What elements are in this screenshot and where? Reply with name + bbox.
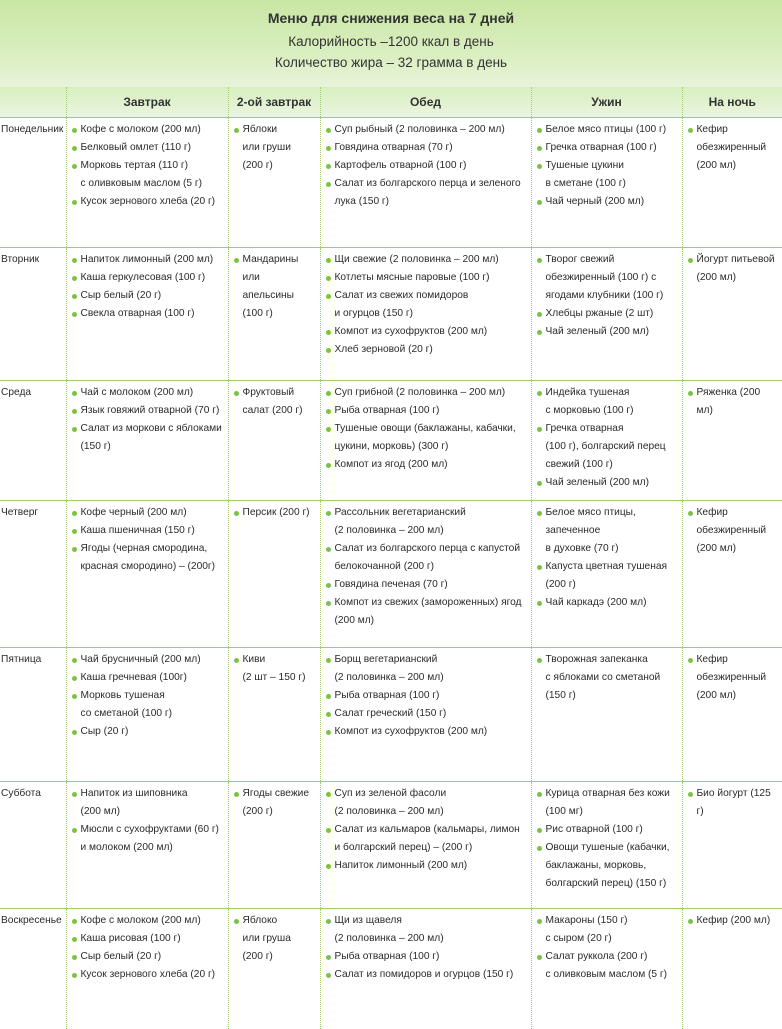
meal-item-text: Салат греческий (150 г) bbox=[334, 708, 447, 719]
meal-item bbox=[536, 821, 678, 839]
meal-item-text: Йогурт питьевой (200 мл) bbox=[696, 254, 775, 283]
meal-item-text: Рыба отварная (100 г) bbox=[334, 951, 440, 962]
meal-item-text: Рыба отварная (100 г) bbox=[334, 690, 440, 701]
meal-item bbox=[536, 785, 678, 821]
meal-item bbox=[536, 839, 678, 893]
meal-item-text: Компот из сухофруктов (200 мл) bbox=[334, 326, 488, 337]
meal-item-text: Сыр (20 г) bbox=[80, 726, 129, 737]
day-name: Суббота bbox=[0, 782, 66, 909]
meal-list bbox=[233, 785, 316, 821]
meal-item bbox=[325, 384, 527, 402]
meal-list bbox=[71, 651, 224, 741]
meal-item bbox=[71, 193, 224, 211]
meal-item-text: Салат из помидоров и огурцов (150 г) bbox=[334, 969, 514, 980]
meal-item bbox=[536, 251, 678, 305]
meal-list bbox=[325, 384, 527, 474]
meal-item-text: Сыр белый (20 г) bbox=[80, 290, 162, 301]
meal-item-text: Каша гречневая (100г) bbox=[80, 672, 187, 683]
meal-item-text: Котлеты мясные паровые (100 г) bbox=[334, 272, 490, 283]
meal-cell-breakfast bbox=[66, 909, 228, 1029]
meal-item-text: Чай с молоком (200 мл) bbox=[80, 387, 194, 398]
meal-item bbox=[687, 504, 779, 558]
meal-list bbox=[687, 912, 779, 930]
meal-item-text: Яблоки или груши (200 г) bbox=[242, 124, 291, 171]
meal-item bbox=[71, 384, 224, 402]
meal-item bbox=[325, 594, 527, 630]
meal-list bbox=[325, 121, 527, 211]
meal-list bbox=[233, 504, 316, 522]
meal-item-text: Кусок зернового хлеба (20 г) bbox=[80, 969, 216, 980]
meal-item bbox=[325, 121, 527, 139]
fat-line: Количество жира – 32 грамма в день bbox=[274, 55, 508, 70]
meal-item bbox=[233, 912, 316, 966]
day-name: Среда bbox=[0, 381, 66, 501]
page-header bbox=[0, 0, 782, 88]
meal-list bbox=[71, 785, 224, 857]
meal-item bbox=[536, 948, 678, 984]
meal-item-text: Кефир (200 мл) bbox=[696, 915, 771, 926]
meal-item bbox=[71, 269, 224, 287]
meal-item bbox=[325, 651, 527, 687]
meal-item-text: Курица отварная без кожи (100 мг) bbox=[545, 788, 670, 817]
meal-list bbox=[233, 121, 316, 175]
day-row bbox=[0, 381, 782, 501]
day-row bbox=[0, 501, 782, 648]
meal-item bbox=[71, 522, 224, 540]
meal-item bbox=[325, 966, 527, 984]
meal-item bbox=[71, 540, 224, 576]
column-header-dinner: Ужин bbox=[531, 87, 682, 118]
meal-item bbox=[325, 504, 527, 540]
meal-item bbox=[536, 193, 678, 211]
meal-list bbox=[536, 785, 678, 893]
meal-cell-night bbox=[682, 118, 782, 248]
meal-item bbox=[536, 558, 678, 594]
meal-item-text: Кефир обезжиренный (200 мл) bbox=[696, 654, 767, 701]
meal-item bbox=[233, 384, 316, 420]
meal-cell-breakfast bbox=[66, 501, 228, 648]
meal-item-text: Чай каркадэ (200 мл) bbox=[545, 597, 647, 608]
meal-item-text: Салат из болгарского перца с капустой белокочанной (200 г) bbox=[334, 543, 521, 572]
meal-list bbox=[325, 651, 527, 741]
meal-item-text: Хлебцы ржаные (2 шт) bbox=[545, 308, 654, 319]
day-row bbox=[0, 909, 782, 1029]
column-header-breakfast: Завтрак bbox=[66, 87, 228, 118]
meal-list bbox=[536, 121, 678, 211]
meal-item bbox=[687, 384, 779, 420]
meal-item bbox=[325, 821, 527, 857]
meal-item bbox=[71, 821, 224, 857]
meal-item-text: Ягоды свежие (200 г) bbox=[242, 788, 310, 817]
meal-cell-dinner bbox=[531, 909, 682, 1029]
meal-item-text: Кефир обезжиренный (200 мл) bbox=[696, 124, 767, 171]
meal-item-text: Био йогурт (125 г) bbox=[696, 788, 771, 817]
meal-item-text: Чай зеленый (200 мл) bbox=[545, 477, 650, 488]
meal-cell-night bbox=[682, 909, 782, 1029]
meal-item-text: Тушеные овощи (баклажаны, кабачки, цукини, морковь) (300 г) bbox=[334, 423, 516, 452]
meal-item-text: Творожная запеканка с яблоками со сметаной (150 г) bbox=[545, 654, 661, 701]
calories-line: Калорийность –1200 ккал в день bbox=[288, 34, 494, 49]
meal-item-text: Салат из моркови с яблоками (150 г) bbox=[80, 423, 222, 452]
page-title: Меню для снижения веса на 7 дней bbox=[267, 10, 515, 26]
meal-item bbox=[325, 251, 527, 269]
meal-item bbox=[687, 785, 779, 821]
meal-item-text: Кофе с молоком (200 мл) bbox=[80, 124, 201, 135]
meal-item-text: Щи свежие (2 половинка – 200 мл) bbox=[334, 254, 499, 265]
meal-cell-second bbox=[228, 648, 320, 782]
meal-item bbox=[325, 157, 527, 175]
meal-item bbox=[687, 121, 779, 175]
meal-item-text: Кусок зернового хлеба (20 г) bbox=[80, 196, 216, 207]
meal-item-text: Морковь тушеная со сметаной (100 г) bbox=[80, 690, 172, 719]
meal-list bbox=[325, 504, 527, 630]
meal-cell-lunch bbox=[320, 648, 531, 782]
meal-item bbox=[325, 323, 527, 341]
meal-cell-breakfast bbox=[66, 782, 228, 909]
column-header-day bbox=[0, 87, 66, 118]
meal-item-text: Компот из сухофруктов (200 мл) bbox=[334, 726, 488, 737]
meal-list bbox=[536, 504, 678, 612]
meal-cell-dinner bbox=[531, 381, 682, 501]
meal-item bbox=[233, 785, 316, 821]
meal-list bbox=[687, 251, 779, 287]
meal-item-text: Каша рисовая (100 г) bbox=[80, 933, 181, 944]
meal-cell-night bbox=[682, 501, 782, 648]
meal-list bbox=[536, 651, 678, 705]
meal-item bbox=[536, 139, 678, 157]
meal-cell-night bbox=[682, 381, 782, 501]
meal-list bbox=[325, 912, 527, 984]
meal-item-text: Кофе черный (200 мл) bbox=[80, 507, 187, 518]
meal-cell-dinner bbox=[531, 248, 682, 381]
column-header-lunch: Обед bbox=[320, 87, 531, 118]
meal-list bbox=[687, 504, 779, 558]
meal-item bbox=[71, 785, 224, 821]
meal-item bbox=[233, 504, 316, 522]
meal-item bbox=[71, 669, 224, 687]
meal-cell-second bbox=[228, 248, 320, 381]
column-header-night: На ночь bbox=[682, 87, 782, 118]
meal-item bbox=[71, 930, 224, 948]
meal-item-text: Напиток лимонный (200 мл) bbox=[334, 860, 468, 871]
meal-item-text: Мюсли с сухофруктами (60 г) и молоком (200 мл) bbox=[80, 824, 219, 853]
meal-item-text: Белое мясо птицы (100 г) bbox=[545, 124, 667, 135]
meal-list bbox=[536, 912, 678, 984]
meal-item bbox=[536, 121, 678, 139]
meal-cell-breakfast bbox=[66, 118, 228, 248]
meal-list bbox=[536, 384, 678, 492]
meal-cell-lunch bbox=[320, 501, 531, 648]
meal-item-text: Рассольник вегетарианский (2 половинка – 200 мл) bbox=[334, 507, 466, 536]
meal-cell-dinner bbox=[531, 782, 682, 909]
meal-item bbox=[325, 139, 527, 157]
meal-cell-second bbox=[228, 782, 320, 909]
header-row bbox=[0, 87, 782, 118]
meal-item bbox=[325, 576, 527, 594]
meal-item-text: Щи из щавеля (2 половинка – 200 мл) bbox=[334, 915, 444, 944]
meal-item-text: Индейка тушеная с морковью (100 г) bbox=[545, 387, 634, 416]
meal-item-text: Рис отварной (100 г) bbox=[545, 824, 643, 835]
meal-item-text: Напиток из шиповника (200 мл) bbox=[80, 788, 188, 817]
meal-item-text: Суп грибной (2 половинка – 200 мл) bbox=[334, 387, 506, 398]
meal-item bbox=[71, 687, 224, 723]
meal-item bbox=[687, 251, 779, 287]
meal-item-text: Картофель отварной (100 г) bbox=[334, 160, 467, 171]
meal-cell-dinner bbox=[531, 118, 682, 248]
meal-list bbox=[71, 384, 224, 456]
meal-item bbox=[325, 175, 527, 211]
meal-item-text: Чай брусничный (200 мл) bbox=[80, 654, 201, 665]
meal-item bbox=[325, 723, 527, 741]
meal-item-text: Салат из свежих помидоров и огурцов (150 г) bbox=[334, 290, 469, 319]
meal-item-text: Макароны (150 г) с сыром (20 г) bbox=[545, 915, 628, 944]
day-row bbox=[0, 782, 782, 909]
meal-list bbox=[233, 384, 316, 420]
meal-cell-night bbox=[682, 248, 782, 381]
meal-cell-dinner bbox=[531, 501, 682, 648]
meal-item bbox=[71, 121, 224, 139]
meal-item-text: Киви (2 шт – 150 г) bbox=[242, 654, 306, 683]
meal-list bbox=[325, 251, 527, 359]
meal-item-text: Язык говяжий отварной (70 г) bbox=[80, 405, 220, 416]
meal-item-text: Яблоко или груша (200 г) bbox=[242, 915, 291, 962]
meal-cell-dinner bbox=[531, 648, 682, 782]
meal-cell-lunch bbox=[320, 248, 531, 381]
meal-item-text: Кофе с молоком (200 мл) bbox=[80, 915, 201, 926]
meal-item-text: Компот из ягод (200 мл) bbox=[334, 459, 448, 470]
meal-item-text: Морковь тертая (110 г) с оливковым маслом (5 г) bbox=[80, 160, 203, 189]
meal-item bbox=[71, 966, 224, 984]
meal-item-text: Кефир обезжиренный (200 мл) bbox=[696, 507, 767, 554]
meal-cell-night bbox=[682, 782, 782, 909]
meal-list bbox=[687, 785, 779, 821]
meal-cell-lunch bbox=[320, 909, 531, 1029]
meal-item bbox=[71, 723, 224, 741]
meal-item-text: Сыр белый (20 г) bbox=[80, 951, 162, 962]
meal-item-text: Гречка отварная (100 г) bbox=[545, 142, 657, 153]
meal-cell-second bbox=[228, 118, 320, 248]
meal-item bbox=[71, 912, 224, 930]
meal-item bbox=[325, 287, 527, 323]
meal-item-text: Напиток лимонный (200 мл) bbox=[80, 254, 214, 265]
meal-list bbox=[687, 651, 779, 705]
meal-item-text: Мандарины или апельсины (100 г) bbox=[242, 254, 299, 319]
meal-item-text: Компот из свежих (замороженных) ягод (200 мл) bbox=[334, 597, 522, 626]
meal-item-text: Хлеб зерновой (20 г) bbox=[334, 344, 433, 355]
meal-cell-breakfast bbox=[66, 648, 228, 782]
meal-cell-lunch bbox=[320, 782, 531, 909]
day-name: Четверг bbox=[0, 501, 66, 648]
meal-cell-breakfast bbox=[66, 381, 228, 501]
meal-item-text: Чай черный (200 мл) bbox=[545, 196, 645, 207]
day-name: Пятница bbox=[0, 648, 66, 782]
meal-item bbox=[536, 305, 678, 323]
meal-item bbox=[71, 287, 224, 305]
meal-item bbox=[71, 651, 224, 669]
meal-cell-night bbox=[682, 648, 782, 782]
meal-list bbox=[233, 912, 316, 966]
column-header-second-breakfast: 2-ой завтрак bbox=[228, 87, 320, 118]
meal-item bbox=[325, 948, 527, 966]
meal-item bbox=[233, 251, 316, 323]
meal-item bbox=[325, 456, 527, 474]
meal-item-text: Ягоды (черная смородина, красная смородино) – (200г) bbox=[80, 543, 216, 572]
meal-cell-lunch bbox=[320, 118, 531, 248]
meal-item bbox=[687, 912, 779, 930]
meal-item bbox=[536, 323, 678, 341]
meal-item-text: Персик (200 г) bbox=[242, 507, 310, 518]
meal-cell-second bbox=[228, 501, 320, 648]
meal-item-text: Ряженка (200 мл) bbox=[696, 387, 761, 416]
menu-table bbox=[0, 87, 782, 1029]
meal-list bbox=[687, 384, 779, 420]
meal-item bbox=[536, 594, 678, 612]
meal-cell-second bbox=[228, 909, 320, 1029]
meal-item bbox=[71, 402, 224, 420]
meal-cell-second bbox=[228, 381, 320, 501]
meal-cell-breakfast bbox=[66, 248, 228, 381]
meal-item-text: Говядина отварная (70 г) bbox=[334, 142, 453, 153]
meal-item-text: Говядина печеная (70 г) bbox=[334, 579, 448, 590]
meal-item bbox=[536, 651, 678, 705]
meal-item bbox=[536, 912, 678, 948]
meal-list bbox=[233, 251, 316, 323]
meal-item bbox=[233, 651, 316, 687]
meal-list bbox=[71, 121, 224, 211]
meal-item bbox=[325, 705, 527, 723]
meal-item-text: Суп рыбный (2 половинка – 200 мл) bbox=[334, 124, 505, 135]
meal-item-text: Салат из кальмаров (кальмары, лимон и болгарский перец) – (200 г) bbox=[334, 824, 520, 853]
day-row bbox=[0, 248, 782, 381]
meal-item bbox=[536, 157, 678, 193]
meal-list bbox=[687, 121, 779, 175]
meal-item bbox=[71, 157, 224, 193]
day-row bbox=[0, 118, 782, 248]
meal-item bbox=[233, 121, 316, 175]
meal-item bbox=[325, 912, 527, 948]
meal-list bbox=[71, 251, 224, 323]
meal-item bbox=[325, 857, 527, 875]
meal-item-text: Салат руккола (200 г) с оливковым маслом (5 г) bbox=[545, 951, 668, 980]
meal-item-text: Капуста цветная тушеная (200 г) bbox=[545, 561, 668, 590]
meal-list bbox=[325, 785, 527, 875]
meal-item bbox=[71, 139, 224, 157]
meal-item bbox=[536, 474, 678, 492]
meal-item bbox=[325, 687, 527, 705]
meal-item bbox=[536, 504, 678, 558]
meal-item bbox=[71, 420, 224, 456]
meal-item-text: Свекла отварная (100 г) bbox=[80, 308, 195, 319]
meal-item bbox=[536, 384, 678, 420]
meal-item bbox=[687, 651, 779, 705]
day-row bbox=[0, 648, 782, 782]
day-name: Понедельник bbox=[0, 118, 66, 248]
meal-list bbox=[536, 251, 678, 341]
meal-item-text: Гречка отварная (100 г), болгарский перец свежий (100 г) bbox=[545, 423, 666, 470]
meal-list bbox=[71, 504, 224, 576]
meal-item bbox=[325, 341, 527, 359]
meal-item bbox=[325, 540, 527, 576]
day-name: Вторник bbox=[0, 248, 66, 381]
meal-item-text: Белое мясо птицы, запеченное в духовке (70 г) bbox=[545, 507, 636, 554]
day-name: Воскресенье bbox=[0, 909, 66, 1029]
meal-item-text: Творог свежий обезжиренный (100 г) с ягодами клубники (100 г) bbox=[545, 254, 664, 301]
meal-item bbox=[71, 948, 224, 966]
meal-item-text: Салат из болгарского перца и зеленого лука (150 г) bbox=[334, 178, 521, 207]
meal-item bbox=[325, 402, 527, 420]
meal-cell-lunch bbox=[320, 381, 531, 501]
meal-item bbox=[71, 504, 224, 522]
meal-item bbox=[325, 269, 527, 287]
meal-item bbox=[71, 251, 224, 269]
meal-item-text: Белковый омлет (110 г) bbox=[80, 142, 191, 153]
meal-item-text: Рыба отварная (100 г) bbox=[334, 405, 440, 416]
meal-item-text: Тушеные цукини в сметане (100 г) bbox=[545, 160, 626, 189]
meal-item-text: Овощи тушеные (кабачки, баклажаны, морковь, болгарский перец) (150 г) bbox=[545, 842, 670, 889]
meal-item-text: Борщ вегетарианский (2 половинка – 200 мл) bbox=[334, 654, 444, 683]
meal-item-text: Суп из зеленой фасоли (2 половинка – 200 мл) bbox=[334, 788, 447, 817]
meal-item-text: Каша пшеничная (150 г) bbox=[80, 525, 195, 536]
meal-item bbox=[71, 305, 224, 323]
meal-item-text: Фруктовый салат (200 г) bbox=[242, 387, 303, 416]
meal-item bbox=[325, 785, 527, 821]
meal-item bbox=[325, 420, 527, 456]
meal-item-text: Каша геркулесовая (100 г) bbox=[80, 272, 206, 283]
meal-item-text: Чай зеленый (200 мл) bbox=[545, 326, 650, 337]
meal-list bbox=[71, 912, 224, 984]
meal-item bbox=[536, 420, 678, 474]
meal-list bbox=[233, 651, 316, 687]
